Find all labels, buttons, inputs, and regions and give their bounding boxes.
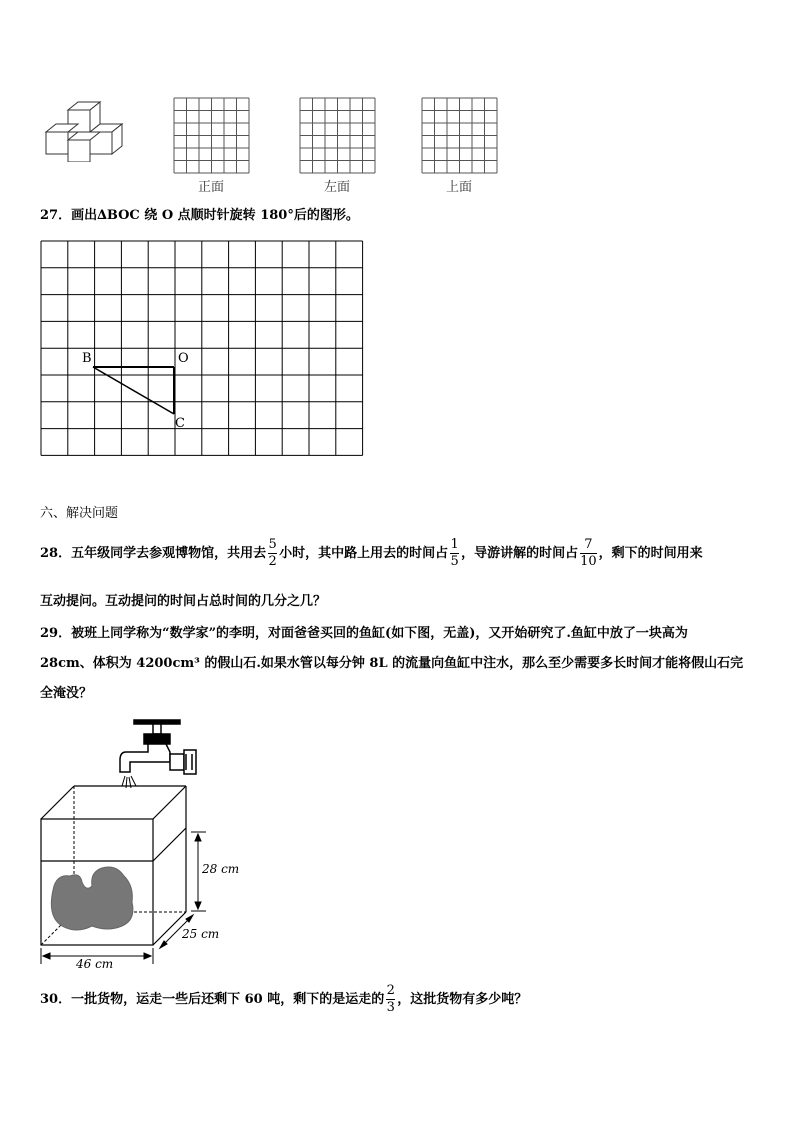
q28-part2: 小时，其中路上用去的时间占 [279,546,449,561]
dim-depth-label: 25 cm [182,927,220,941]
q28-part3: ，导游讲解的时间占 [461,546,579,561]
cube-stack-figure [40,100,130,162]
question-29-line3: 全淹没？ [40,686,93,701]
top-view-grid [420,96,500,176]
left-view-label: 左面 [324,180,351,195]
left-view-grid [298,96,378,176]
fraction-1-5: $\frac{1}{5}$ [450,537,459,569]
question-30-text [40,982,527,1018]
q28-part1: 28．五年级同学去参观博物馆，共用去 [40,546,267,561]
rock-shape [51,867,133,930]
faucet-icon [120,720,196,774]
q30-part1: 30．一批货物，运走一些后还剩下 60 吨，剩下的是运走的 [40,992,385,1007]
question-29-line1: 29．被班上同学称为“数学家”的李明，对面爸爸买回的鱼缸(如下图，无盖)，又开始研究了.鱼缸中放了一块高为 [40,626,688,641]
q30-part2: ，这批货物有多少吨？ [397,992,528,1007]
fraction-7-10: $\frac{7}{10}$ [580,537,597,569]
question-29-line2: 28cm、体积为 4200cm³ 的假山石.如果水管以每分钟 8L 的流量向鱼缸中注水，那么至少需要多长时间才能将假山石完 [40,656,744,671]
fraction-5-2: $\frac{5}{2}$ [268,537,277,569]
fraction-2-3: $\frac{2}{3}$ [386,983,395,1015]
label-o: O [178,351,189,366]
question-28-line1 [40,536,703,572]
label-b: B [82,351,92,366]
fish-tank-figure [36,716,276,972]
front-view-label: 正面 [198,180,225,195]
dim-width-label: 46 cm [76,957,114,971]
label-c: C [175,416,185,431]
q28-part4: ，剩下的时间用来 [598,546,703,561]
segment-bc [93,367,174,414]
front-view-grid [172,96,252,176]
rotation-grid [40,240,364,496]
question-28-line2: 互动提问。互动提问的时间占总时间的几分之几？ [40,594,327,609]
question-27-text: 27．画出∆BOC 绕 O 点顺时针旋转 180°后的图形。 [40,208,359,223]
top-view-label: 上面 [446,180,473,195]
dim-height-label: 28 cm [202,862,240,876]
section-title: 六、解决问题 [40,506,119,521]
